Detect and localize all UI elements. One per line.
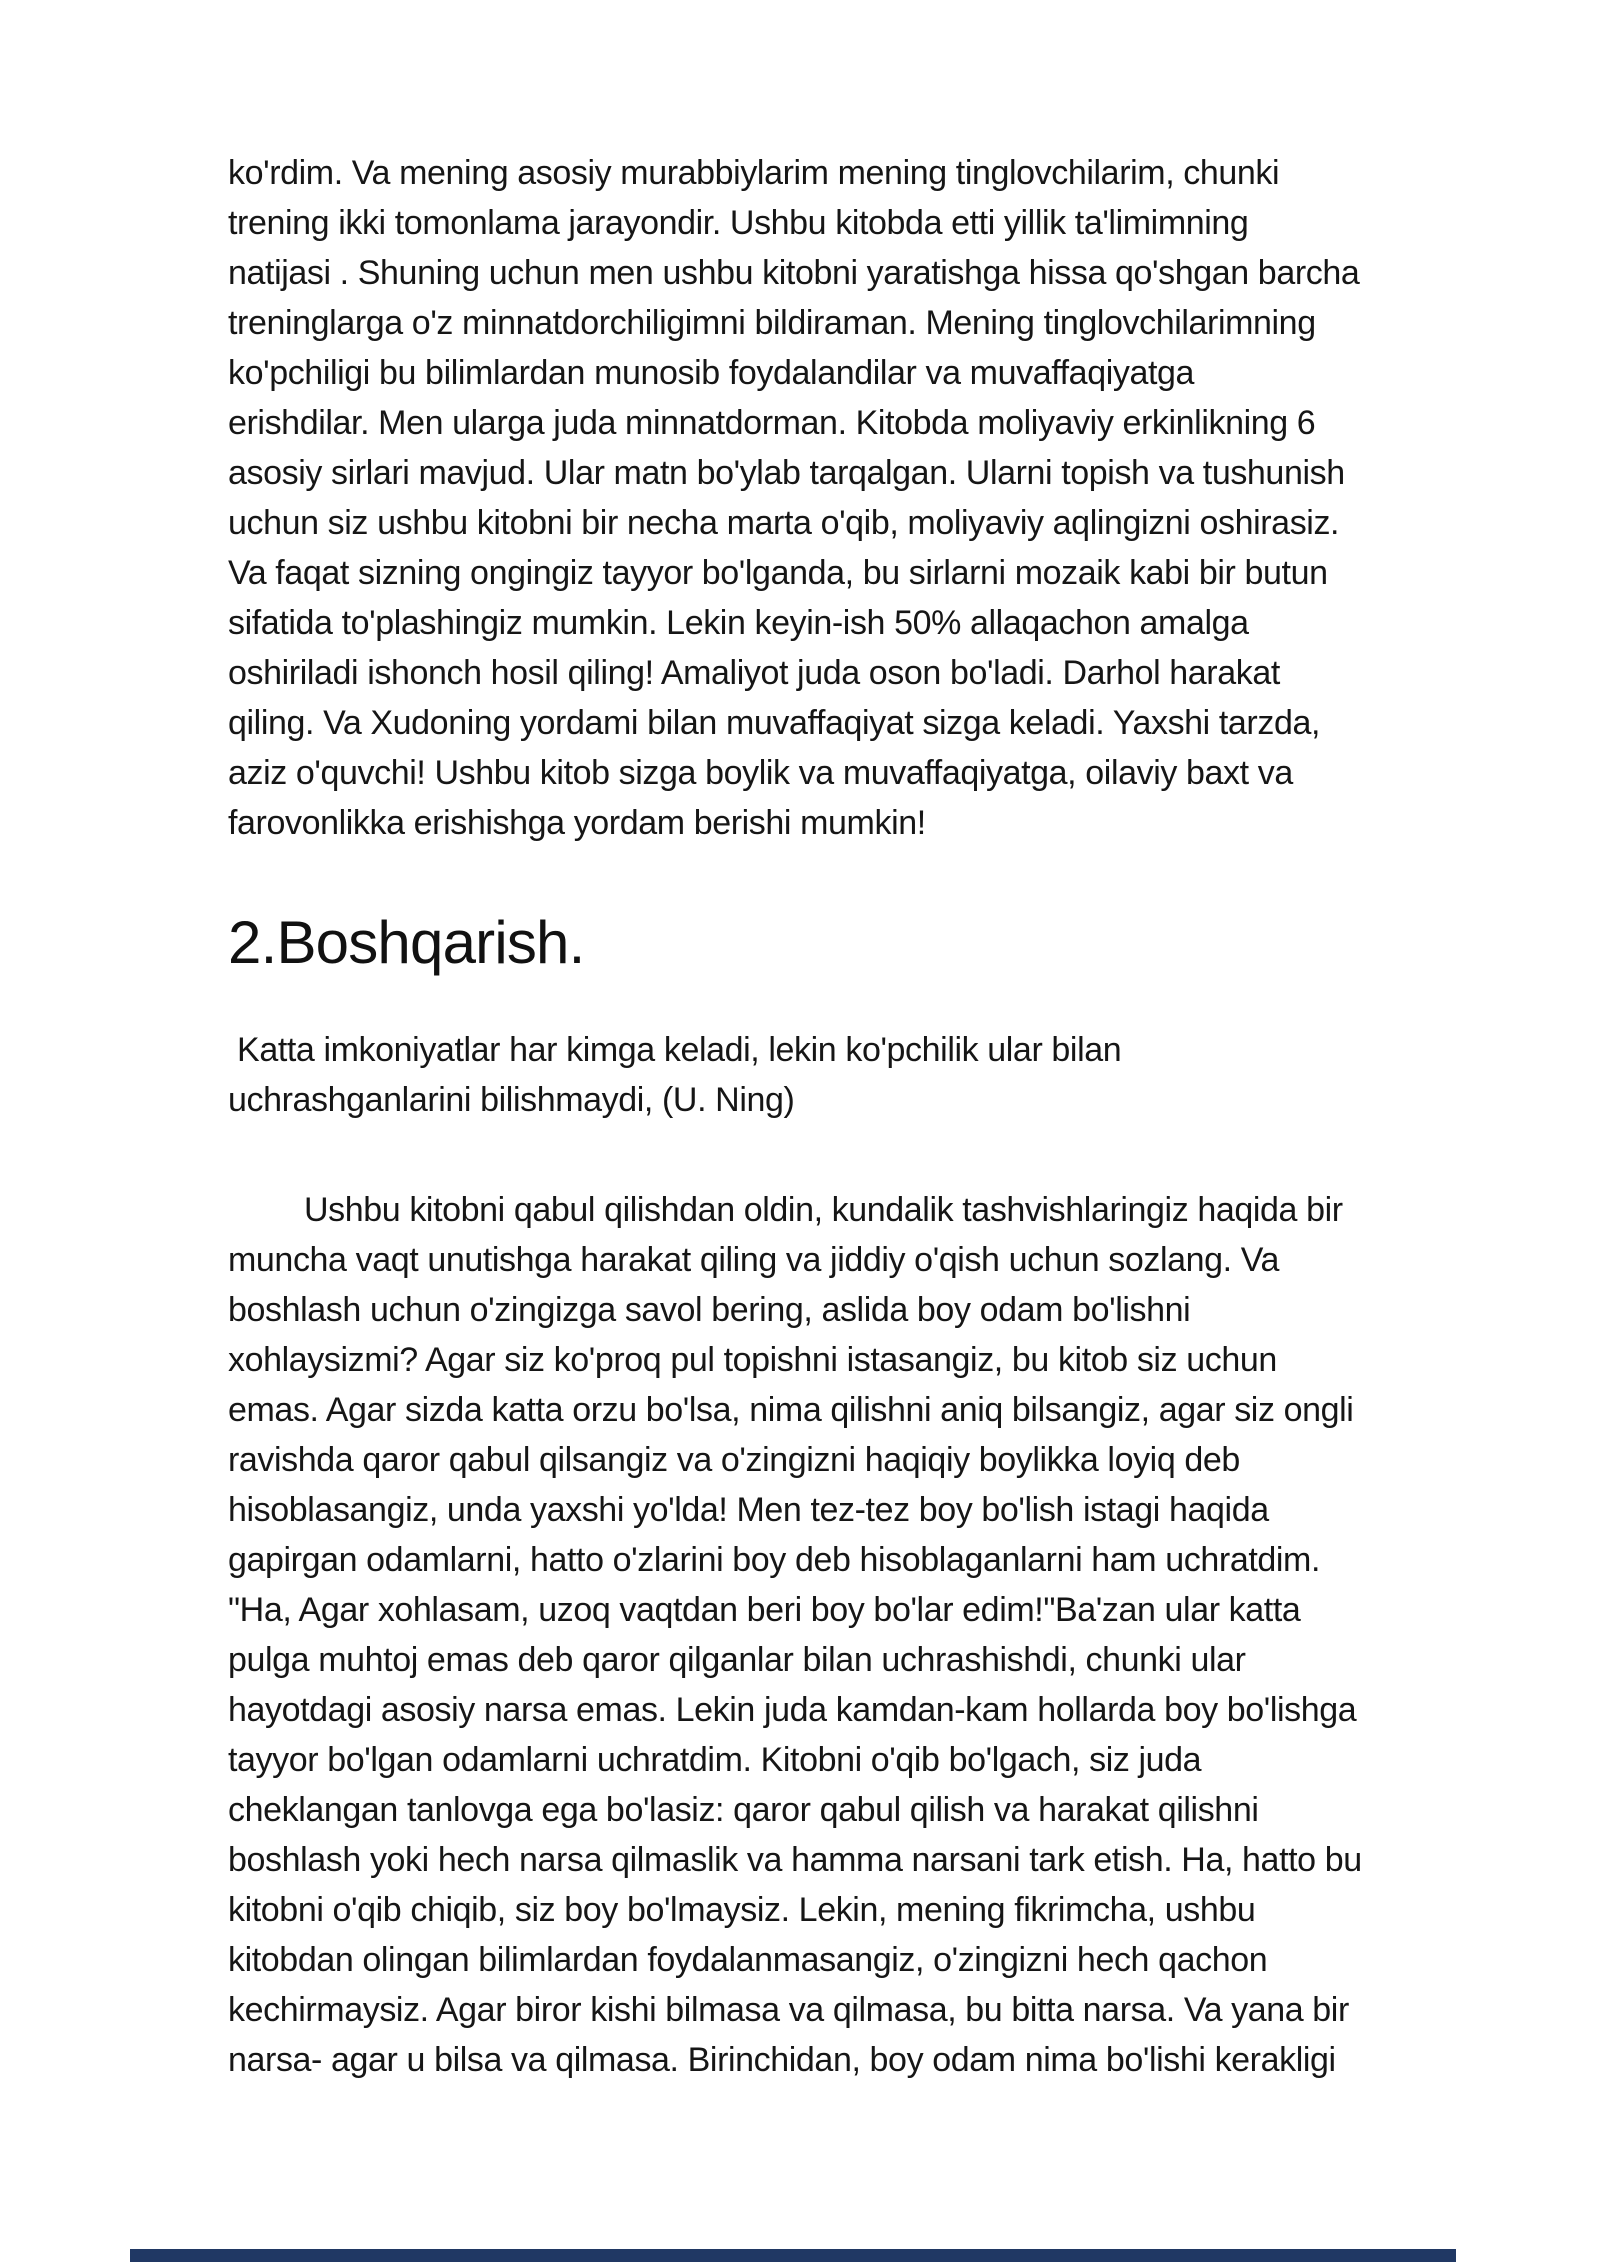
- text-line: muncha vaqt unutishga harakat qiling va jiddiy o'qish uchun sozlang. Va: [228, 1241, 1280, 1279]
- text-line: "Ha, Agar xohlasam, uzoq vaqtdan beri boy bo'lar edim!"Ba'zan ular katta: [228, 1591, 1301, 1629]
- text-line: aziz o'quvchi! Ushbu kitob sizga boylik va muvaffaqiyatga, oilaviy baxt va: [228, 754, 1293, 792]
- text-line: kechirmaysiz. Agar biror kishi bilmasa va qilmasa, bu bitta narsa. Va yana bir: [228, 1991, 1349, 2029]
- text-line: xohlaysizmi? Agar siz ko'proq pul topishni istasangiz, bu kitob siz uchun: [228, 1341, 1277, 1379]
- text-line: erishdilar. Men ularga juda minnatdorman. Kitobda moliyaviy erkinlikning 6: [228, 404, 1316, 442]
- text-line: tayyor bo'lgan odamlarni uchratdim. Kitobni o'qib bo'lgach, siz juda: [228, 1741, 1202, 1779]
- text-line: narsa- agar u bilsa va qilmasa. Birinchidan, boy odam nima bo'lishi kerakligi: [228, 2041, 1336, 2079]
- text-line: kitobni o'qib chiqib, siz boy bo'lmaysiz. Lekin, mening fikrimcha, ushbu: [228, 1891, 1256, 1929]
- section-heading: 2.Boshqarish.: [228, 909, 585, 976]
- text-line: qiling. Va Xudoning yordami bilan muvaffaqiyat sizga keladi. Yaxshi tarzda,: [228, 704, 1321, 742]
- text-line: ko'pchiligi bu bilimlardan munosib foydalandilar va muvaffaqiyatga: [228, 354, 1195, 392]
- text-line: sifatida to'plashingiz mumkin. Lekin keyin-ish 50% allaqachon amalga: [228, 604, 1249, 642]
- text-line: hayotdagi asosiy narsa emas. Lekin juda kamdan-kam hollarda boy bo'lishga: [228, 1691, 1357, 1729]
- opening-paragraph: [228, 148, 1518, 848]
- text-line: Ushbu kitobni qabul qilishdan oldin, kundalik tashvishlaringiz haqida bir: [304, 1191, 1343, 1229]
- text-line: trening ikki tomonlama jarayondir. Ushbu kitobda etti yillik ta'limimning: [228, 204, 1249, 242]
- text-line: pulga muhtoj emas deb qaror qilganlar bilan uchrashishdi, chunki ular: [228, 1641, 1246, 1679]
- epigraph-paragraph: [228, 1025, 1518, 1125]
- text-line: Katta imkoniyatlar har kimga keladi, lekin ko'pchilik ular bilan: [228, 1031, 1122, 1069]
- text-line: boshlash uchun o'zingizga savol bering, aslida boy odam bo'lishni: [228, 1291, 1191, 1329]
- text-line: kitobdan olingan bilimlardan foydalanmasangiz, o'zingizni hech qachon: [228, 1941, 1268, 1979]
- text-line: cheklangan tanlovga ega bo'lasiz: qaror qabul qilish va harakat qilishni: [228, 1791, 1259, 1829]
- text-line: farovonlikka erishishga yordam berishi mumkin!: [228, 804, 926, 842]
- text-line: natijasi . Shuning uchun men ushbu kitobni yaratishga hissa qo'shgan barcha: [228, 254, 1360, 292]
- text-line: emas. Agar sizda katta orzu bo'lsa, nima qilishni aniq bilsangiz, agar siz ongli: [228, 1391, 1354, 1429]
- text-line: uchrashganlarini bilishmaydi, (U. Ning): [228, 1081, 795, 1119]
- text-line: uchun siz ushbu kitobni bir necha marta o'qib, moliyaviy aqlingizni oshirasiz.: [228, 504, 1340, 542]
- text-column: [228, 148, 1518, 2085]
- text-line: Va faqat sizning ongingiz tayyor bo'lganda, bu sirlarni mozaik kabi bir butun: [228, 554, 1328, 592]
- text-line: oshiriladi ishonch hosil qiling! Amaliyot juda oson bo'ladi. Darhol harakat: [228, 654, 1280, 692]
- text-line: ravishda qaror qabul qilsangiz va o'zingizni haqiqiy boylikka loyiq deb: [228, 1441, 1240, 1479]
- text-line: treninglarga o'z minnatdorchiligimni bildiraman. Mening tinglovchilarimning: [228, 304, 1316, 342]
- text-line: boshlash yoki hech narsa qilmaslik va hamma narsani tark etish. Ha, hatto bu: [228, 1841, 1362, 1879]
- text-line: gapirgan odamlarni, hatto o'zlarini boy deb hisoblaganlarni ham uchratdim.: [228, 1541, 1321, 1579]
- text-line: ko'rdim. Va mening asosiy murabbiylarim mening tinglovchilarim, chunki: [228, 154, 1280, 192]
- text-line: hisoblasangiz, unda yaxshi yo'lda! Men tez-tez boy bo'lish istagi haqida: [228, 1491, 1269, 1529]
- page-bottom-accent-bar: [130, 2249, 1456, 2262]
- text-line: asosiy sirlari mavjud. Ular matn bo'ylab tarqalgan. Ularni topish va tushunish: [228, 454, 1345, 492]
- body-paragraph: [228, 1185, 1518, 2085]
